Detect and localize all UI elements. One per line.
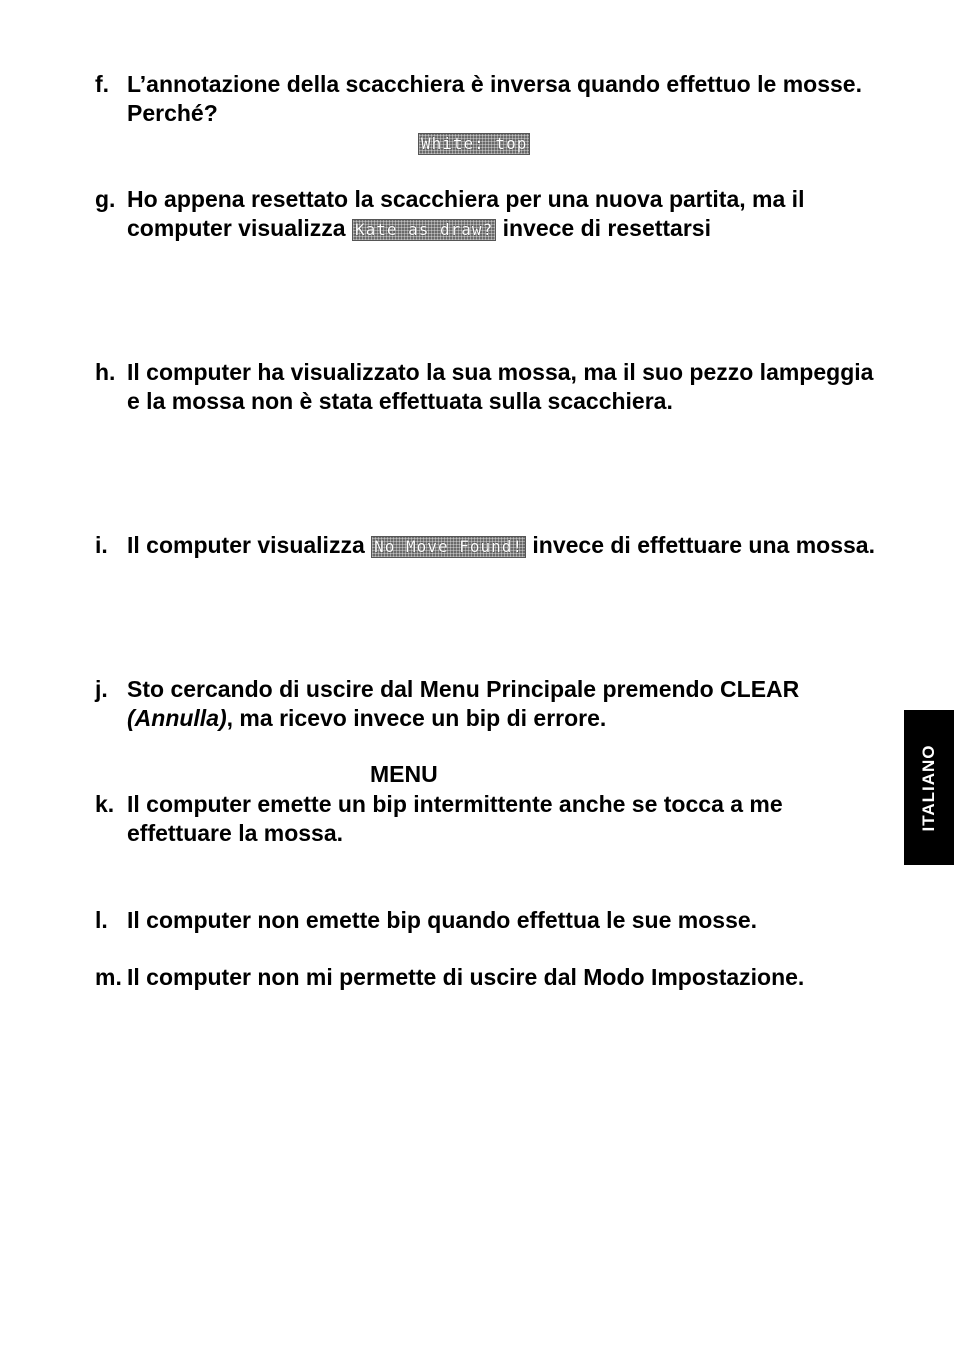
text-before: Il computer visualizza <box>127 532 372 558</box>
faq-item-i <box>95 531 885 560</box>
text-before: Ho appena resettato la scacchiera per una nuova partita, ma il computer visualizza <box>127 186 805 241</box>
text-after: , ma ricevo invece un bip di errore. <box>226 705 607 731</box>
faq-item-f <box>95 70 885 128</box>
faq-item-g <box>95 185 885 243</box>
italic-text: (Annulla) <box>127 705 227 731</box>
faq-item-m <box>95 963 885 992</box>
menu-label: MENU <box>370 761 438 787</box>
text-after: invece di effettuare una mossa. <box>526 532 875 558</box>
item-text: Il computer ha visualizzato la sua mossa, ma il suo pezzo lampeggia e la mossa non è stata effettuata sulla scacchiera. <box>127 359 874 414</box>
item-label: f. <box>95 71 110 97</box>
item-label: l. <box>95 907 108 933</box>
language-tab <box>904 710 954 865</box>
item-text: Il computer emette un bip intermittente anche se tocca a me effettuare la mossa. <box>127 791 783 846</box>
item-label: j. <box>95 676 108 702</box>
item-label: k. <box>95 791 115 817</box>
item-text <box>127 675 885 733</box>
item-label: h. <box>95 359 116 385</box>
item-label: i. <box>95 532 108 558</box>
faq-item-k <box>95 790 885 848</box>
lcd-display-white-top: White: top <box>418 133 530 155</box>
item-text: Il computer non emette bip quando effettua le sue mosse. <box>127 907 758 933</box>
item-text <box>127 185 885 243</box>
faq-item-j <box>95 675 885 733</box>
faq-item-h <box>95 358 885 416</box>
text-after: invece di resettarsi <box>496 215 711 241</box>
language-tab-label: ITALIANO <box>919 743 938 832</box>
item-label: m. <box>95 964 122 990</box>
faq-item-l <box>95 906 885 935</box>
lcd-display-mate-as-draw: Kate as draw? <box>352 219 496 241</box>
item-text: L’annotazione della scacchiera è inversa quando effettuo le mosse. Perché? <box>127 71 862 126</box>
item-text <box>127 531 885 560</box>
text-before: Sto cercando di uscire dal Menu Principale premendo CLEAR <box>127 676 800 702</box>
item-text: Il computer non mi permette di uscire dal Modo Impostazione. <box>127 964 805 990</box>
item-label: g. <box>95 186 116 212</box>
lcd-display-no-move-found: No Move Found! <box>371 536 526 558</box>
